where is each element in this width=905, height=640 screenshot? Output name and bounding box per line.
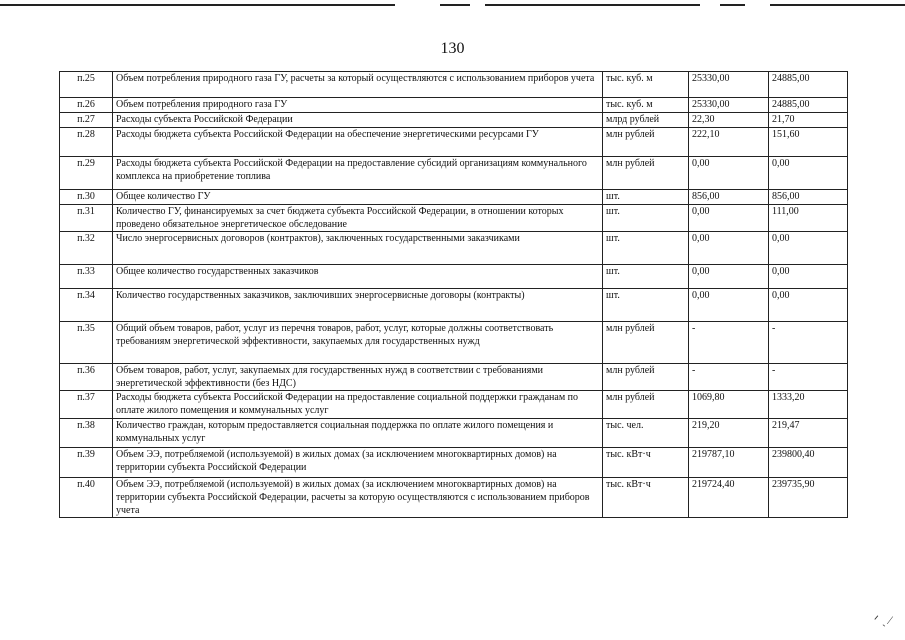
table-row bbox=[60, 190, 848, 205]
row-value-2: 111,00 bbox=[769, 205, 848, 232]
row-name: Объем ЭЭ, потребляемой (используемой) в жилых домах (за исключением многоквартирных домов) на территории субъекта Российской Федерации bbox=[113, 448, 603, 478]
row-unit: шт. bbox=[603, 265, 689, 289]
row-name: Расходы бюджета субъекта Российской Федерации на обеспечение энергетическими ресурсами ГУ bbox=[113, 128, 603, 157]
row-value-1: 0,00 bbox=[689, 265, 769, 289]
row-value-1: - bbox=[689, 322, 769, 364]
row-value-2: 856,00 bbox=[769, 190, 848, 205]
row-value-2: 151,60 bbox=[769, 128, 848, 157]
row-value-2: 239800,40 bbox=[769, 448, 848, 478]
row-value-1: 22,30 bbox=[689, 113, 769, 128]
row-unit: млн рублей bbox=[603, 157, 689, 190]
table-row bbox=[60, 419, 848, 448]
row-name: Количество граждан, которым предоставляется социальная поддержка по оплате жилого помещения и коммунальных услуг bbox=[113, 419, 603, 448]
row-value-2: - bbox=[769, 322, 848, 364]
table-row bbox=[60, 448, 848, 478]
top-border-line bbox=[440, 4, 470, 6]
row-name: Расходы бюджета субъекта Российской Федерации на предоставление социальной поддержки гражданам по оплате жилого помещения и коммунальных услуг bbox=[113, 391, 603, 419]
row-code: п.27 bbox=[60, 113, 113, 128]
table-row bbox=[60, 364, 848, 391]
row-code: п.34 bbox=[60, 289, 113, 322]
row-value-1: 856,00 bbox=[689, 190, 769, 205]
row-name: Объем потребления природного газа ГУ bbox=[113, 98, 603, 113]
table-row bbox=[60, 72, 848, 98]
row-value-1: 0,00 bbox=[689, 157, 769, 190]
row-value-2: 24885,00 bbox=[769, 72, 848, 98]
row-code: п.32 bbox=[60, 232, 113, 265]
row-value-2: - bbox=[769, 364, 848, 391]
row-name: Общее количество государственных заказчиков bbox=[113, 265, 603, 289]
table-row bbox=[60, 391, 848, 419]
row-code: п.36 bbox=[60, 364, 113, 391]
row-name: Общий объем товаров, работ, услуг из перечня товаров, работ, услуг, которые должны соответствовать требованиям энергетической эффективности, закупаемых для государственных нужд bbox=[113, 322, 603, 364]
row-value-1: 25330,00 bbox=[689, 98, 769, 113]
row-value-1: 0,00 bbox=[689, 205, 769, 232]
row-value-1: 0,00 bbox=[689, 232, 769, 265]
row-code: п.37 bbox=[60, 391, 113, 419]
row-unit: млн рублей bbox=[603, 322, 689, 364]
row-unit: тыс. куб. м bbox=[603, 72, 689, 98]
table-row bbox=[60, 289, 848, 322]
row-unit: тыс. кВт·ч bbox=[603, 448, 689, 478]
table-row bbox=[60, 322, 848, 364]
table-row bbox=[60, 128, 848, 157]
row-unit: млн рублей bbox=[603, 391, 689, 419]
table-row bbox=[60, 232, 848, 265]
row-unit: тыс. куб. м bbox=[603, 98, 689, 113]
row-code: п.31 bbox=[60, 205, 113, 232]
row-unit: млн рублей bbox=[603, 128, 689, 157]
page-number: 130 bbox=[440, 40, 465, 57]
row-unit: млн рублей bbox=[603, 364, 689, 391]
row-value-2: 21,70 bbox=[769, 113, 848, 128]
row-unit: тыс. кВт·ч bbox=[603, 478, 689, 518]
table-row bbox=[60, 98, 848, 113]
row-code: п.30 bbox=[60, 190, 113, 205]
row-code: п.38 bbox=[60, 419, 113, 448]
row-name: Объем потребления природного газа ГУ, расчеты за который осуществляются с использованием приборов учета bbox=[113, 72, 603, 98]
row-value-2: 0,00 bbox=[769, 157, 848, 190]
row-code: п.29 bbox=[60, 157, 113, 190]
row-value-2: 0,00 bbox=[769, 289, 848, 322]
row-name: Количество ГУ, финансируемых за счет бюджета субъекта Российской Федерации, в отношении которых проведено обязательное энергетическое обследование bbox=[113, 205, 603, 232]
row-value-2: 0,00 bbox=[769, 265, 848, 289]
row-unit: шт. bbox=[603, 205, 689, 232]
row-name: Объем товаров, работ, услуг, закупаемых для государственных нужд в соответствии с требованиями энергетической эффективности (без НДС) bbox=[113, 364, 603, 391]
row-unit: млрд рублей bbox=[603, 113, 689, 128]
row-code: п.40 bbox=[60, 478, 113, 518]
row-name: Число энергосервисных договоров (контрактов), заключенных государственными заказчиками bbox=[113, 232, 603, 265]
table-row bbox=[60, 265, 848, 289]
row-value-1: 25330,00 bbox=[689, 72, 769, 98]
indicators-table bbox=[59, 71, 848, 518]
row-value-2: 239735,90 bbox=[769, 478, 848, 518]
row-value-2: 219,47 bbox=[769, 419, 848, 448]
row-value-1: 1069,80 bbox=[689, 391, 769, 419]
row-name: Общее количество ГУ bbox=[113, 190, 603, 205]
row-value-1: 219724,40 bbox=[689, 478, 769, 518]
row-code: п.28 bbox=[60, 128, 113, 157]
table-row bbox=[60, 205, 848, 232]
top-border-line bbox=[720, 4, 745, 6]
row-value-1: 222,10 bbox=[689, 128, 769, 157]
top-border-line bbox=[770, 4, 905, 6]
row-value-1: 219,20 bbox=[689, 419, 769, 448]
row-code: п.35 bbox=[60, 322, 113, 364]
table-row bbox=[60, 113, 848, 128]
row-unit: шт. bbox=[603, 232, 689, 265]
row-code: п.39 bbox=[60, 448, 113, 478]
row-name: Количество государственных заказчиков, заключивших энергосервисные договоры (контракты) bbox=[113, 289, 603, 322]
table-row bbox=[60, 478, 848, 518]
row-value-2: 1333,20 bbox=[769, 391, 848, 419]
row-code: п.26 bbox=[60, 98, 113, 113]
row-name: Расходы бюджета субъекта Российской Федерации на предоставление субсидий организациям коммунального комплекса на приобретение топлива bbox=[113, 157, 603, 190]
row-value-2: 0,00 bbox=[769, 232, 848, 265]
scan-specks: ᐟ ˏ ⁄ bbox=[873, 613, 891, 627]
table-row bbox=[60, 157, 848, 190]
row-value-1: 0,00 bbox=[689, 289, 769, 322]
top-border-line bbox=[485, 4, 700, 6]
row-code: п.25 bbox=[60, 72, 113, 98]
row-name: Расходы субъекта Российской Федерации bbox=[113, 113, 603, 128]
row-unit: шт. bbox=[603, 289, 689, 322]
row-unit: тыс. чел. bbox=[603, 419, 689, 448]
row-unit: шт. bbox=[603, 190, 689, 205]
row-name: Объем ЭЭ, потребляемой (используемой) в жилых домах (за исключением многоквартирных домов) на территории субъекта Российской Федерации, расчеты за которую осуществляются с использованием приборов учета bbox=[113, 478, 603, 518]
row-value-1: 219787,10 bbox=[689, 448, 769, 478]
top-border-line bbox=[0, 4, 395, 6]
row-value-2: 24885,00 bbox=[769, 98, 848, 113]
row-code: п.33 bbox=[60, 265, 113, 289]
row-value-1: - bbox=[689, 364, 769, 391]
